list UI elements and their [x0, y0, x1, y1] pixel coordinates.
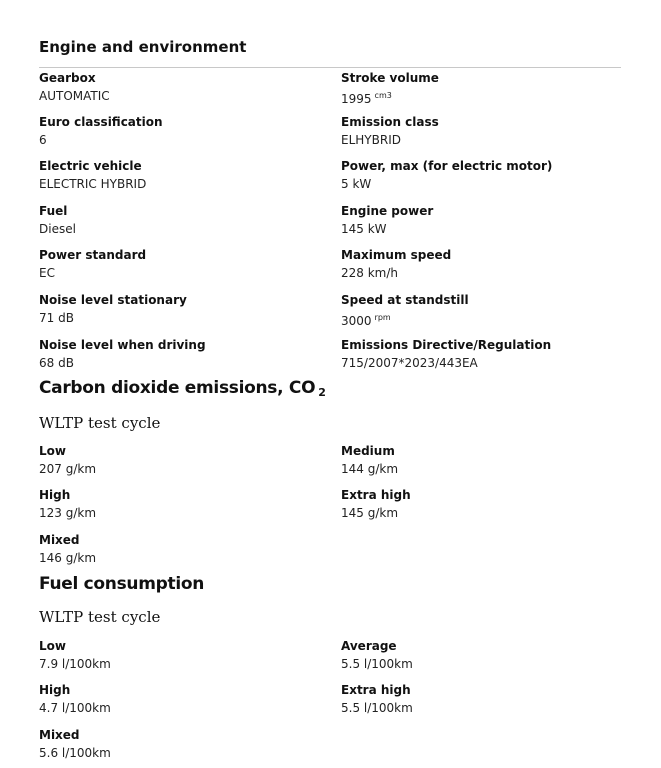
field-value: 5.5 l/100km: [341, 657, 413, 671]
section-divider: [39, 67, 621, 68]
field-fuel-high: [39, 682, 329, 716]
field-label: Extra high: [341, 683, 411, 697]
field-label: Gearbox: [39, 71, 96, 85]
field-label: Fuel: [39, 204, 68, 218]
field-label: Extra high: [341, 488, 411, 502]
field-value: 123 g/km: [39, 506, 97, 520]
field-value: 7.9 l/100km: [39, 657, 111, 671]
field-label: Stroke volume: [341, 71, 439, 85]
field-noise-driving: [39, 337, 329, 371]
field-noise-stationary: [39, 292, 329, 326]
field-value: 5.5 l/100km: [341, 701, 413, 715]
field-value: 146 g/km: [39, 551, 97, 565]
field-label: Mixed: [39, 728, 80, 742]
field-value: 71 dB: [39, 311, 74, 325]
field-label: Average: [341, 639, 397, 653]
value-number: 1995: [341, 92, 372, 106]
field-label: Low: [39, 444, 66, 458]
field-value: EC: [39, 266, 55, 280]
field-power-standard: [39, 247, 329, 281]
field-value: 144 g/km: [341, 462, 399, 476]
field-label: Emission class: [341, 115, 439, 129]
field-value: [341, 88, 631, 107]
field-label: High: [39, 683, 71, 697]
field-stroke-volume: [341, 70, 631, 107]
field-speed-standstill: [341, 292, 631, 329]
field-value: 68 dB: [39, 356, 74, 370]
field-value: 715/2007*2023/443EA: [341, 356, 478, 370]
field-maximum-speed: [341, 247, 631, 281]
field-value: 228 km/h: [341, 266, 399, 280]
field-label: Power standard: [39, 248, 147, 262]
unit-superscript: cm3: [374, 91, 392, 100]
engine-section-title: Engine and environment: [39, 38, 247, 56]
field-label: Engine power: [341, 204, 434, 218]
co2-section-title: [39, 378, 326, 399]
field-label: Speed at standstill: [341, 293, 469, 307]
field-label: Euro classification: [39, 115, 163, 129]
field-fuel-mixed: [39, 727, 329, 761]
field-label: Emissions Directive/Regulation: [341, 338, 552, 352]
field-value: 207 g/km: [39, 462, 97, 476]
field-co2-low: [39, 443, 329, 477]
field-emission-class: [341, 114, 631, 148]
field-value: 4.7 l/100km: [39, 701, 111, 715]
co2-title-subscript: 2: [318, 386, 326, 399]
field-value: 145 g/km: [341, 506, 399, 520]
field-label: Noise level stationary: [39, 293, 187, 307]
unit-superscript: rpm: [374, 313, 391, 322]
field-label: Mixed: [39, 533, 80, 547]
field-co2-high: [39, 487, 329, 521]
field-label: Noise level when driving: [39, 338, 206, 352]
field-value: ELECTRIC HYBRID: [39, 177, 147, 191]
field-label: High: [39, 488, 71, 502]
field-fuel-extra-high: [341, 682, 631, 716]
field-value: 5.6 l/100km: [39, 746, 111, 760]
field-value: 5 kW: [341, 177, 372, 191]
field-label: Medium: [341, 444, 395, 458]
field-euro-classification: [39, 114, 329, 148]
field-value: Diesel: [39, 222, 76, 236]
field-fuel: [39, 203, 329, 237]
field-emissions-directive: [341, 337, 631, 371]
field-value: 145 kW: [341, 222, 387, 236]
field-engine-power: [341, 203, 631, 237]
field-label: Maximum speed: [341, 248, 452, 262]
fuel-section-title: Fuel consumption: [39, 574, 205, 594]
field-value: AUTOMATIC: [39, 89, 110, 103]
field-co2-mixed: [39, 532, 329, 566]
field-electric-vehicle: [39, 158, 329, 192]
field-label: Low: [39, 639, 66, 653]
field-value: [341, 310, 631, 329]
fuel-cycle-heading: WLTP test cycle: [39, 608, 161, 626]
co2-cycle-heading: WLTP test cycle: [39, 414, 161, 432]
field-label: Power, max (for electric motor): [341, 159, 553, 173]
field-label: Electric vehicle: [39, 159, 142, 173]
value-number: 3000: [341, 314, 372, 328]
field-fuel-average: [341, 638, 631, 672]
field-power-max-electric: [341, 158, 631, 192]
field-value: 6: [39, 133, 47, 147]
field-fuel-low: [39, 638, 329, 672]
field-co2-medium: [341, 443, 631, 477]
field-gearbox: [39, 70, 329, 104]
field-value: ELHYBRID: [341, 133, 401, 147]
field-co2-extra-high: [341, 487, 631, 521]
co2-title-text: Carbon dioxide emissions, CO: [39, 378, 316, 398]
